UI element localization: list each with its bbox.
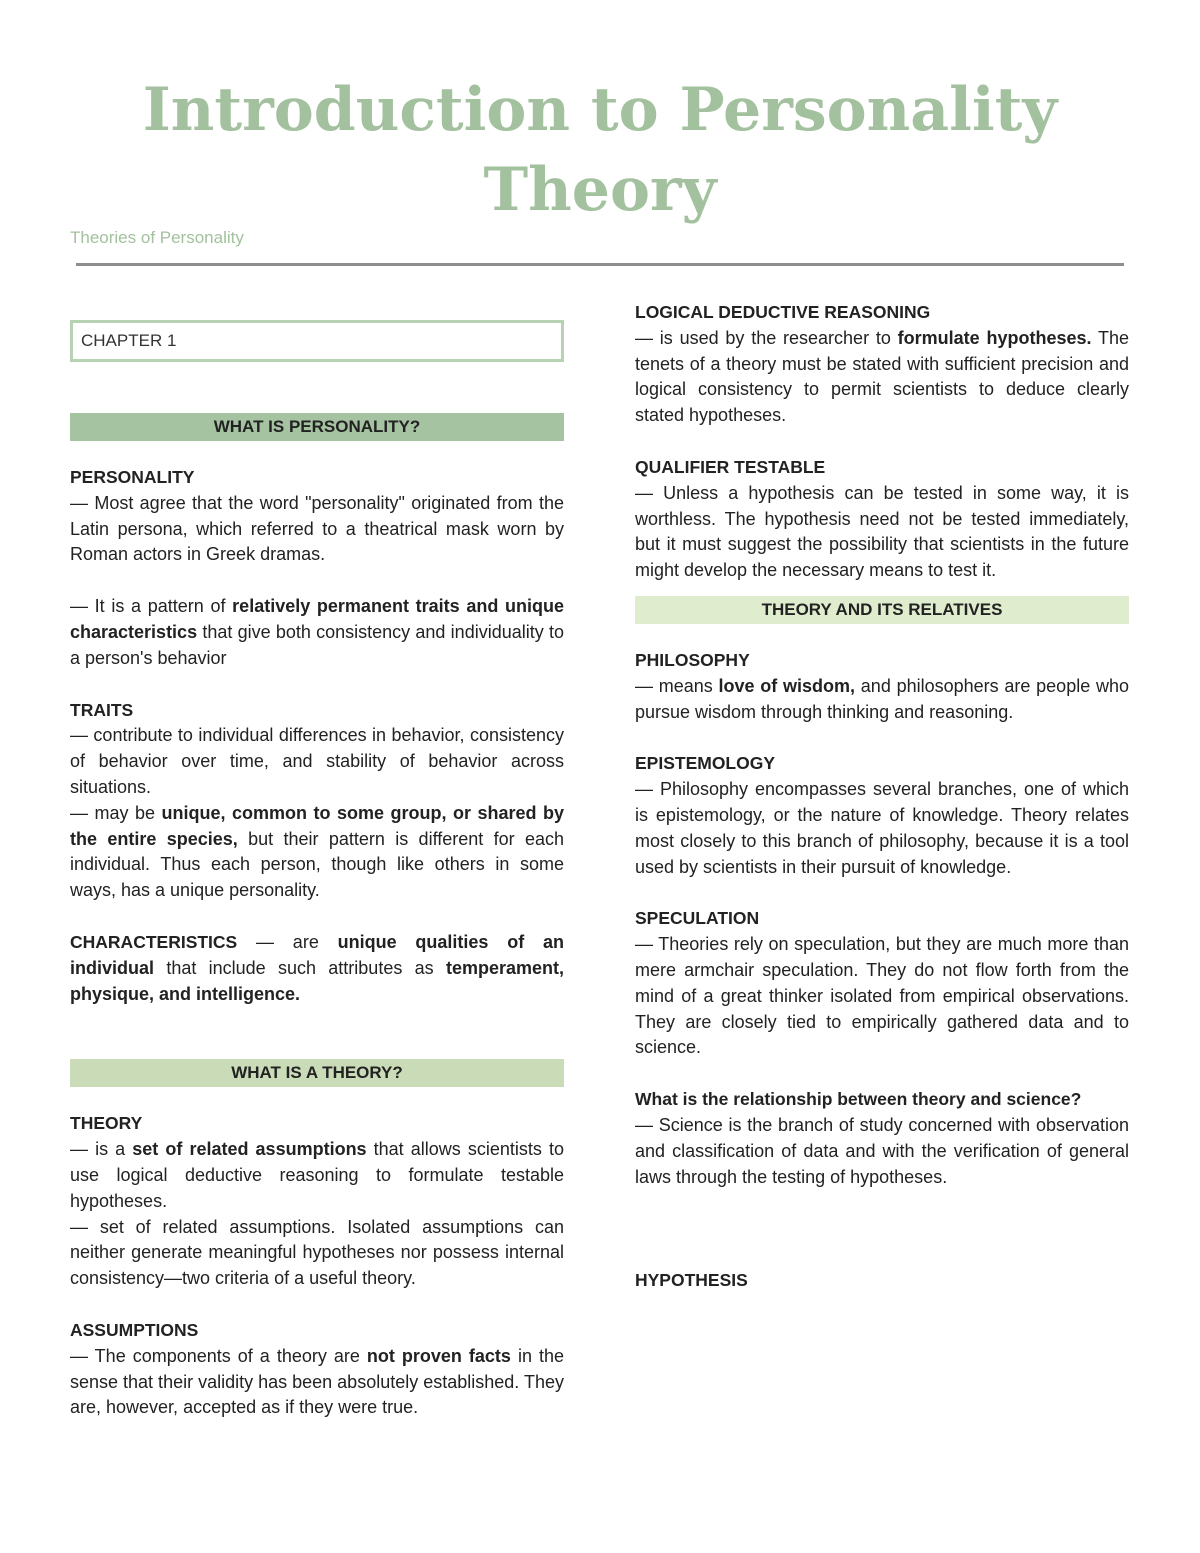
personality-paragraph-2 bbox=[70, 594, 564, 671]
text-run: The tenets of a theory must be stated with sufficient precision and logical consistency to permit scientists to deduce clearly stated hypotheses. bbox=[635, 327, 1129, 426]
text-run-bold: unique, common to some group, or shared by the entire species, bbox=[70, 802, 564, 849]
heading-hypothesis: HYPOTHESIS bbox=[635, 1270, 748, 1291]
heading-philosophy: PHILOSOPHY bbox=[635, 649, 750, 670]
text-run: — is used by the researcher to bbox=[635, 327, 898, 348]
section-assumptions bbox=[70, 1318, 564, 1421]
heading-theory: THEORY bbox=[70, 1113, 143, 1134]
text-run: — may be bbox=[70, 802, 162, 823]
section-personality bbox=[70, 465, 564, 672]
theory-paragraph-2: — set of related assumptions. Isolated assumptions can neither generate meaningful hypotheses nor possess internal consistency—two criteria of a useful theory. bbox=[70, 1216, 564, 1289]
logical-paragraph bbox=[635, 326, 1129, 429]
text-run: — is a bbox=[70, 1139, 133, 1160]
banner-what-is-a-theory: WHAT IS A THEORY? bbox=[70, 1059, 564, 1087]
text-run-bold: unique qualities of an individual bbox=[70, 931, 564, 978]
heading-personality: PERSONALITY bbox=[70, 467, 195, 487]
document-title-line2: Theory bbox=[483, 155, 717, 225]
text-run: that allows scientists to use logical deductive reasoning to formulate testable hypotheses. bbox=[70, 1139, 564, 1211]
banner-theory-and-its-relatives: THEORY AND ITS RELATIVES bbox=[635, 596, 1129, 624]
heading-speculation: SPECULATION bbox=[635, 908, 760, 929]
right-column bbox=[635, 300, 1129, 1294]
chapter-label: CHAPTER 1 bbox=[70, 320, 564, 362]
text-run: — are bbox=[237, 931, 338, 952]
section-characteristics bbox=[70, 930, 564, 1007]
document-title bbox=[0, 70, 1200, 230]
text-run: that give both consistency and individuality to a person's behavior bbox=[70, 621, 564, 668]
heading-assumptions: ASSUMPTIONS bbox=[70, 1319, 199, 1340]
text-run: and philosophers are people who pursue wisdom through thinking and reasoning. bbox=[635, 675, 1129, 722]
document-title-line1: Introduction to Personality bbox=[142, 75, 1058, 145]
traits-paragraph-2 bbox=[70, 801, 564, 904]
section-hypothesis bbox=[635, 1268, 1129, 1294]
heading-qualifier-testable: QUALIFIER TESTABLE bbox=[635, 456, 826, 477]
document-subtitle: Theories of Personality bbox=[70, 228, 244, 247]
speculation-paragraph: — Theories rely on speculation, but they are much more than mere armchair speculation. They do not flow forth from the mind of a great thinker isolated from empirical observations. They are closely tied to empirically gathered data and to science. bbox=[635, 934, 1129, 1058]
section-epistemology bbox=[635, 751, 1129, 880]
qualifier-paragraph: — Unless a hypothesis can be tested in some way, it is worthless. The hypothesis need not be tested immediately, but it must suggest the possibility that scientists in the future might develop the necessary means to test it. bbox=[635, 482, 1129, 581]
theory-paragraph-1 bbox=[70, 1137, 564, 1214]
section-traits bbox=[70, 698, 564, 904]
text-run-bold: relatively permanent traits and unique characteristics bbox=[70, 596, 564, 642]
text-run-bold: formulate hypotheses. bbox=[897, 327, 1092, 348]
section-speculation bbox=[635, 906, 1129, 1061]
section-logical-deductive-reasoning bbox=[635, 300, 1129, 429]
traits-paragraph-1: — contribute to individual differences in behavior, consistency of behavior over time, and stability of behavior across situations. bbox=[70, 725, 564, 797]
philosophy-paragraph bbox=[635, 674, 1129, 726]
text-run: — It is a pattern of bbox=[70, 596, 233, 617]
section-theory bbox=[70, 1111, 564, 1292]
section-qualifier-testable bbox=[635, 455, 1129, 584]
text-run-bold: set of related assumptions bbox=[132, 1139, 367, 1160]
left-column bbox=[70, 300, 564, 1421]
text-run: that include such attributes as bbox=[154, 957, 446, 978]
header-divider bbox=[76, 263, 1124, 266]
section-philosophy bbox=[635, 648, 1129, 725]
characteristics-paragraph bbox=[70, 930, 564, 1007]
section-relationship bbox=[635, 1087, 1129, 1190]
text-run-bold: love of wisdom, bbox=[718, 675, 856, 696]
heading-relationship: What is the relationship between theory and science? bbox=[635, 1089, 1082, 1110]
text-run: but their pattern is different for each individual. Thus each person, though like others in some ways, has a unique personality. bbox=[70, 828, 564, 901]
heading-traits: TRAITS bbox=[70, 699, 134, 720]
banner-what-is-personality: WHAT IS PERSONALITY? bbox=[70, 413, 564, 441]
personality-paragraph-1: — Most agree that the word "personality" originated from the Latin persona, which referred to a theatrical mask worn by Roman actors in Greek dramas. bbox=[70, 492, 564, 565]
heading-epistemology: EPISTEMOLOGY bbox=[635, 753, 776, 774]
text-run: — means bbox=[635, 675, 719, 696]
epistemology-paragraph: — Philosophy encompasses several branches, one of which is epistemology, or the nature of knowledge. Theory relates most closely to this branch of philosophy, because it is a tool used by scientists in their pursuit of knowledge. bbox=[635, 779, 1129, 877]
heading-logical-deductive-reasoning: LOGICAL DEDUCTIVE REASONING bbox=[635, 302, 931, 322]
text-run: — The components of a theory are bbox=[70, 1345, 367, 1366]
text-run-bold: not proven facts bbox=[366, 1345, 511, 1366]
assumptions-paragraph bbox=[70, 1344, 564, 1421]
text-run: in the sense that their validity has been absolutely established. They are, however, accepted as if they were true. bbox=[70, 1345, 564, 1418]
text-run-bold: temperament, physique, and intelligence. bbox=[70, 957, 564, 1004]
relationship-paragraph: — Science is the branch of study concerned with observation and classification of data and with the verification of general laws through the testing of hypotheses. bbox=[635, 1114, 1129, 1187]
heading-characteristics: CHARACTERISTICS bbox=[70, 931, 238, 952]
